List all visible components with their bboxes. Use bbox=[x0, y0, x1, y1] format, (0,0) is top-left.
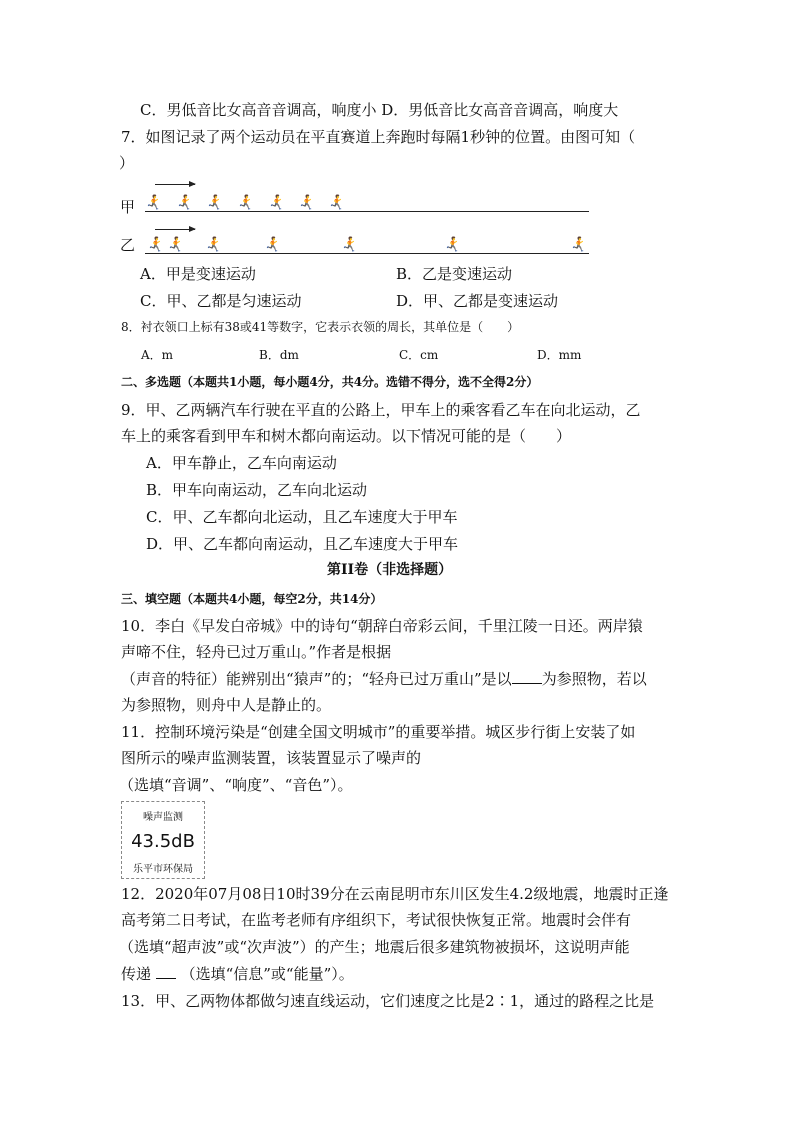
jia-runner-7: 🏃 bbox=[328, 195, 346, 211]
q10-line-3 bbox=[121, 670, 647, 688]
q13-line-1: 13．甲、乙两物体都做匀速直线运动，它们速度之比是2∶1，通过的路程之比是 bbox=[121, 992, 655, 1010]
q12-line-2: 高考第二日考试，在监考老师有序组织下，考试很快恢复正常。地震时会伴有 bbox=[121, 911, 632, 929]
q10-line-1: 10．李白《早发白帝城》中的诗句“朝辞白帝彩云间，千里江陵一日还。两岸猿 bbox=[121, 617, 643, 635]
yi-runner-6: 🏃 bbox=[444, 237, 462, 253]
jia-runner-4: 🏃 bbox=[237, 195, 255, 211]
q9-option-b: B．甲车向南运动，乙车向北运动 bbox=[146, 481, 368, 499]
q11-line-1: 11．控制环境污染是“创建全国文明城市”的重要举措。城区步行街上安装了如 bbox=[121, 723, 636, 741]
q7-option-d: D．甲、乙都是变速运动 bbox=[396, 292, 559, 310]
noise-monitor-owner: 乐平市环保局 bbox=[133, 864, 193, 875]
jia-runner-1: 🏃 bbox=[145, 195, 163, 211]
q12-blank[interactable] bbox=[156, 965, 176, 979]
q6-options-cd: C．男低音比女高音音调高，响度小 D．男低音比女高音音调高，响度大 bbox=[140, 101, 619, 119]
direction-arrow-jia bbox=[155, 184, 195, 185]
q10-blank[interactable] bbox=[512, 670, 542, 684]
q11-line-3: （选填“音调”、“响度”、“音色”）。 bbox=[119, 776, 353, 794]
q10-line-3-b: 为参照物，若以 bbox=[541, 670, 647, 688]
yi-runner-1: 🏃 bbox=[147, 237, 165, 253]
q8-option-b: B．dm bbox=[259, 348, 299, 362]
noise-monitor-title: 噪声监测 bbox=[143, 812, 183, 823]
yi-runner-2: 🏃 bbox=[167, 237, 185, 253]
q8-option-c: C．cm bbox=[399, 348, 439, 362]
q8-stem: 8．衬衣领口上标有38或41等数字，它表示衣领的周长，其单位是（ ） bbox=[121, 320, 520, 334]
track-line-jia bbox=[145, 211, 589, 212]
section-2-heading: 二、多选题（本题共1小题，每小题4分，共4分。选错不得分，选不全得2分） bbox=[121, 375, 539, 389]
q12-line-4 bbox=[121, 965, 354, 983]
jia-runner-6: 🏃 bbox=[298, 195, 316, 211]
jia-runner-5: 🏃 bbox=[268, 195, 286, 211]
q7-stem: 7．如图记录了两个运动员在平直赛道上奔跑时每隔1秒钟的位置。由图可知（ bbox=[121, 128, 636, 146]
q12-line-4-b: （选填“信息”或“能量”）。 bbox=[180, 965, 354, 983]
q12-line-4-a: 传递 bbox=[121, 965, 152, 983]
track-label-jia: 甲 bbox=[120, 198, 136, 216]
q7-option-a: A．甲是变速运动 bbox=[140, 265, 256, 283]
q9-stem-1: 9．甲、乙两辆汽车行驶在平直的公路上，甲车上的乘客看乙车在向北运动，乙 bbox=[121, 401, 641, 419]
yi-runner-4: 🏃 bbox=[264, 237, 282, 253]
q9-option-c: C．甲、乙车都向北运动，且乙车速度大于甲车 bbox=[146, 508, 458, 526]
q11-line-2: 图所示的噪声监测装置，该装置显示了噪声的 bbox=[121, 749, 422, 767]
q7-stem-end: ） bbox=[119, 154, 135, 172]
q9-stem-2: 车上的乘客看到甲车和树木都向南运动。以下情况可能的是（ ） bbox=[121, 427, 572, 445]
q12-line-3: （选填“超声波”或“次声波”）的产生；地震后很多建筑物被损坏，这说明声能 bbox=[119, 938, 630, 956]
q7-option-b: B．乙是变速运动 bbox=[396, 265, 513, 283]
q8-option-d: D．mm bbox=[537, 348, 582, 362]
part-2-title: 第II卷（非选择题） bbox=[327, 562, 453, 578]
noise-monitor-display bbox=[121, 801, 205, 879]
q10-line-3-a: （声音的特征）能辨别出“猿声”的；“轻舟已过万重山”是以 bbox=[121, 670, 512, 688]
direction-arrow-yi bbox=[155, 229, 195, 230]
yi-runner-7: 🏃 bbox=[570, 237, 588, 253]
yi-runner-3: 🏃 bbox=[205, 237, 223, 253]
q10-line-2: 声啼不住，轻舟已过万重山。”作者是根据 bbox=[121, 643, 392, 661]
q9-option-a: A．甲车静止，乙车向南运动 bbox=[146, 454, 337, 472]
q10-line-4: 为参照物，则舟中人是静止的。 bbox=[121, 696, 332, 714]
noise-monitor-value: 43.5dB bbox=[131, 831, 195, 852]
section-3-heading: 三、填空题（本题共4小题，每空2分，共14分） bbox=[121, 592, 383, 606]
jia-runner-2: 🏃 bbox=[176, 195, 194, 211]
q7-option-c: C．甲、乙都是匀速运动 bbox=[140, 292, 302, 310]
yi-runner-5: 🏃 bbox=[341, 237, 359, 253]
track-label-yi: 乙 bbox=[120, 236, 136, 254]
q8-option-a: A．m bbox=[141, 348, 174, 362]
jia-runner-3: 🏃 bbox=[206, 195, 224, 211]
q9-option-d: D．甲、乙车都向南运动，且乙车速度大于甲车 bbox=[146, 535, 459, 553]
q12-line-1: 12．2020年07月08日10时39分在云南昆明市东川区发生4.2级地震，地震时正逢 bbox=[121, 885, 669, 903]
track-line-yi bbox=[145, 253, 589, 254]
